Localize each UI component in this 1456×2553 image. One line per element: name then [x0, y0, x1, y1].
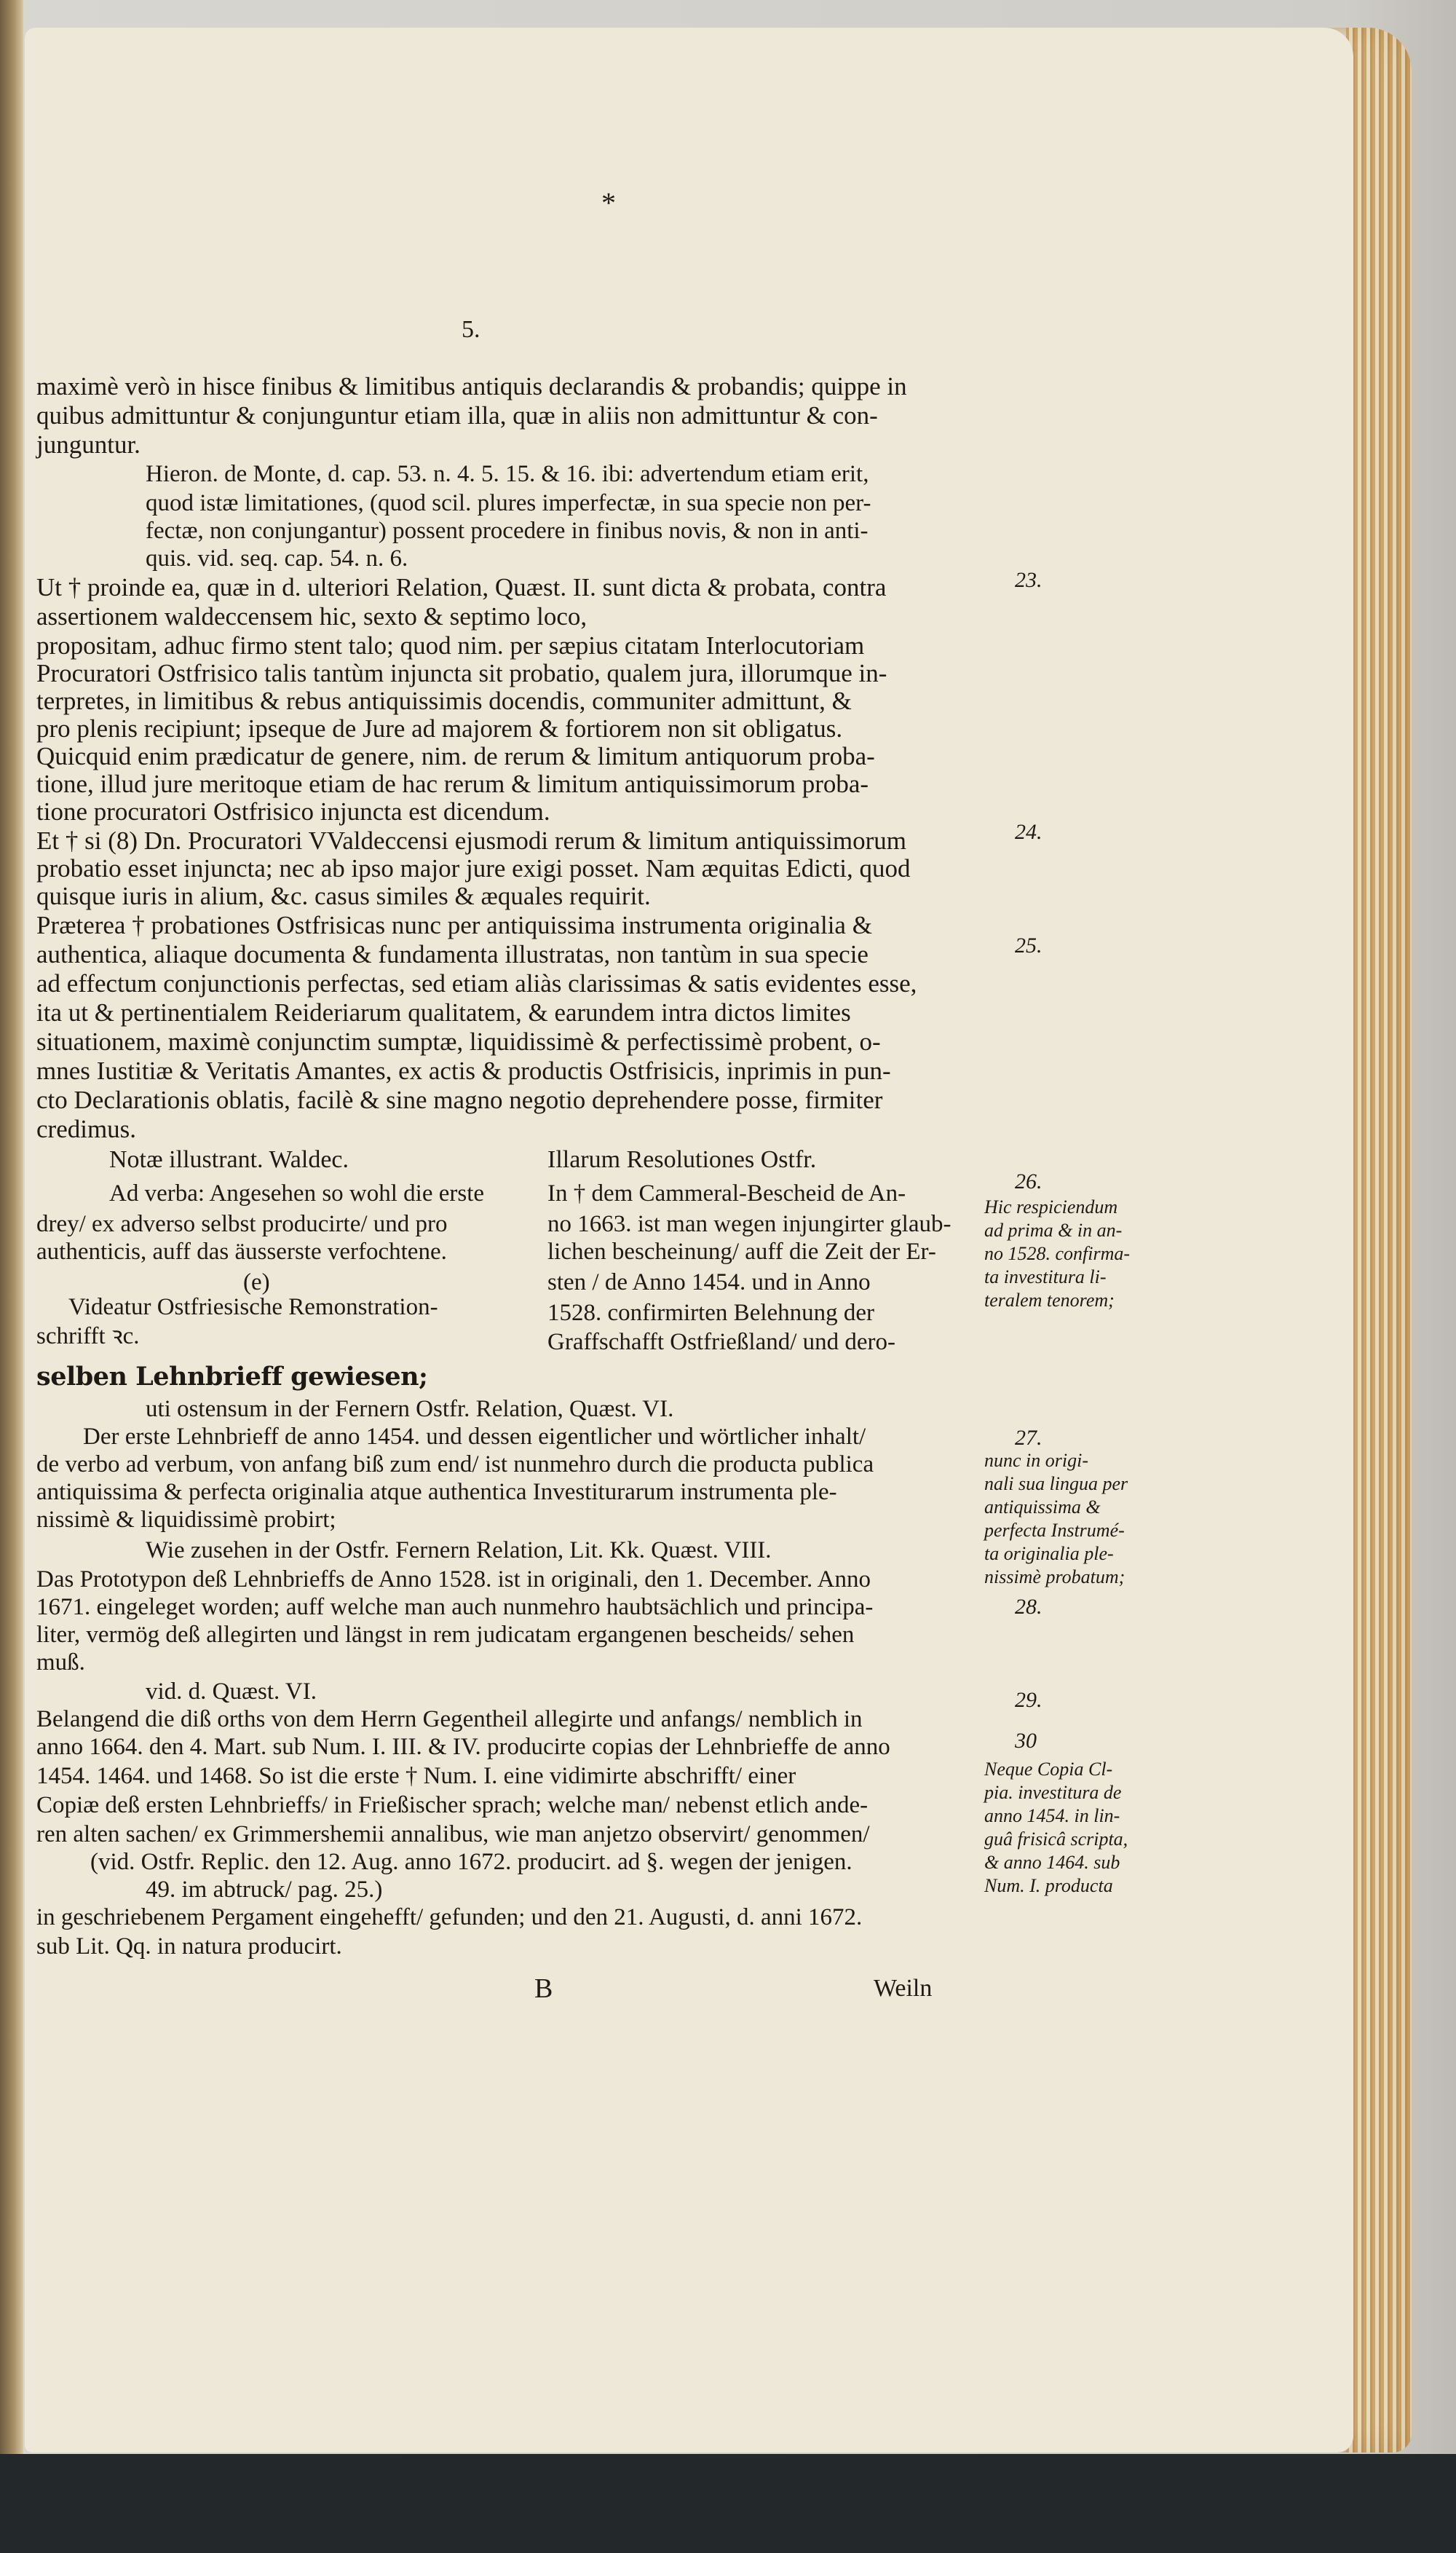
body-line: 1454. 1464. und 1468. So ist die erste † Num. I. eine vidimirte abschrifft/ einer	[36, 1763, 796, 1789]
column-right-line: 1528. confirmirten Belehnung der	[547, 1300, 875, 1326]
quote-line: quod istæ limitationes, (quod scil. plures imperfectæ, in sua specie non per-	[146, 490, 871, 516]
body-line: Der erste Lehnbrieff de anno 1454. und dessen eigentlicher und wörtlicher inhalt/	[83, 1424, 866, 1450]
body-line: propositam, adhuc firmo stent talo; quod nim. per sæpius citatam Interlocutoriam	[36, 631, 865, 660]
body-line: junguntur.	[36, 430, 141, 459]
body-line: Procuratori Ostfrisico talis tantùm injuncta sit probatio, qualem jura, illorumque in-	[36, 659, 887, 687]
signature-mark: B	[534, 1973, 553, 2004]
column-right-line: In † dem Cammeral-Bescheid de An-	[547, 1180, 906, 1207]
margin-number: 24.	[1015, 820, 1042, 844]
body-line: ad effectum conjunctionis perfectas, sed etiam aliàs clarissimas & satis evidentes esse,	[36, 969, 917, 998]
column-left-line: authenticis, auff das äusserste verfochtene.	[36, 1239, 447, 1265]
column-heading-left: Notæ illustrant. Waldec.	[109, 1146, 349, 1173]
body-line: 49. im abtruck/ pag. 25.)	[146, 1877, 383, 1903]
margin-note-line: Hic respiciendum	[984, 1196, 1118, 1218]
column-right-line: Graffschafft Ostfrießland/ und dero-	[547, 1329, 896, 1355]
body-line: terpretes, in limitibus & rebus antiquissimis docendis, communiter admittunt, &	[36, 687, 852, 715]
margin-note-line: perfecta Instrumé-	[984, 1520, 1125, 1541]
column-right-line: sten / de Anno 1454. und in Anno	[547, 1269, 871, 1295]
body-line: (vid. Ostfr. Replic. den 12. Aug. anno 1672. producirt. ad §. wegen der jenigen.	[90, 1849, 852, 1875]
margin-number: 25.	[1015, 934, 1042, 958]
body-line: ita ut & pertinentialem Reideriarum qualitatem, & earundem intra dictos limites	[36, 998, 851, 1027]
body-line: nissimè & liquidissimè probirt;	[36, 1507, 336, 1533]
margin-number: 26.	[1015, 1169, 1042, 1193]
body-line: authentica, aliaque documenta & fundamenta illustratas, non tantùm in sua specie	[36, 940, 869, 968]
body-line: vid. d. Quæst. VI.	[146, 1678, 317, 1705]
column-left-line: (e)	[243, 1269, 270, 1295]
margin-note-line: antiquissima &	[984, 1496, 1101, 1518]
header-mark: *	[601, 186, 616, 219]
body-line: muß.	[36, 1649, 85, 1676]
margin-note-line: ta originalia ple-	[984, 1543, 1114, 1564]
margin-number: 29.	[1015, 1688, 1042, 1712]
body-line: situationem, maximè conjunctim sumptæ, liquidissimè & perfectissimè probent, o-	[36, 1027, 881, 1056]
column-right-line: lichen bescheinung/ auff die Zeit der Er-	[547, 1239, 936, 1265]
page-number: 5.	[462, 316, 480, 343]
body-line: Das Prototypon deß Lehnbrieffs de Anno 1528. ist in originali, den 1. December. Anno	[36, 1566, 871, 1593]
margin-note-line: no 1528. confirma-	[984, 1243, 1131, 1264]
margin-note-line: Neque Copia Cl-	[984, 1759, 1113, 1780]
body-line: probatio esset injuncta; nec ab ipso major jure exigi posset. Nam æquitas Edicti, quod	[36, 854, 911, 883]
margin-number: 27.	[1015, 1426, 1042, 1450]
catchword: Weiln	[874, 1975, 933, 2002]
body-line: Belangend die diß orths von dem Herrn Gegentheil allegirte und anfangs/ nemblich in	[36, 1706, 863, 1732]
margin-note-line: & anno 1464. sub	[984, 1852, 1120, 1873]
margin-note-line: Num. I. producta	[984, 1875, 1113, 1896]
body-line: mnes Iustitiæ & Veritatis Amantes, ex actis & productis Ostfrisicis, inprimis in pun-	[36, 1057, 891, 1085]
margin-note-line: nissimè probatum;	[984, 1566, 1125, 1587]
margin-number: 23.	[1015, 568, 1042, 592]
body-line: 1671. eingeleget worden; auff welche man auch nunmehro haubtsächlich und principa-	[36, 1594, 874, 1620]
margin-note-line: pia. investitura de	[984, 1782, 1122, 1803]
column-left-line: Ad verba: Angesehen so wohl die erste	[109, 1180, 485, 1207]
margin-number: 30	[1015, 1729, 1037, 1753]
body-line: in geschriebenem Pergament eingehefft/ gefunden; und den 21. Augusti, d. anni 1672.	[36, 1904, 863, 1930]
previous-page-edge	[0, 0, 23, 2553]
quote-line: Hieron. de Monte, d. cap. 53. n. 4. 5. 15. & 16. ibi: advertendum etiam erit,	[146, 461, 869, 487]
book-page	[25, 28, 1412, 2453]
quote-line: quis. vid. seq. cap. 54. n. 6.	[146, 545, 408, 572]
body-line: ren alten sachen/ ex Grimmershemii annalibus, wie man anjetzo observirt/ genommen/	[36, 1821, 870, 1847]
margin-note-line: teralem tenorem;	[984, 1290, 1115, 1311]
body-line: Præterea † probationes Ostfrisicas nunc per antiquissima instrumenta originalia &	[36, 911, 872, 939]
body-line: maximè verò in hisce finibus & limitibus antiquis declarandis & probandis; quippe in	[36, 372, 907, 400]
body-line: cto Declarationis oblatis, facilè & sine magno negotio deprehendere posse, firmiter	[36, 1086, 883, 1114]
body-line: liter, vermög deß allegirten und längst in rem judicatam ergangenen bescheids/ sehen	[36, 1622, 855, 1648]
page-fore-edge	[1346, 28, 1412, 2453]
body-line: Et † si (8) Dn. Procuratori VValdeccensi ejusmodi rerum & limitum antiquissimorum	[36, 826, 907, 855]
body-line: pro plenis recipiunt; ipseque de Jure ad majorem & fortiorem non sit obligatus.	[36, 714, 843, 743]
margin-note-line: guâ frisicâ scripta,	[984, 1828, 1128, 1850]
body-line: sub Lit. Qq. in natura producirt.	[36, 1933, 342, 1960]
body-line: selben Lehnbrieff gewiesen;	[36, 1362, 428, 1392]
body-line: Copiæ deß ersten Lehnbrieffs/ in Frießischer sprach; welche man/ nebenst etlich ande-	[36, 1792, 869, 1818]
body-line: tione procuratori Ostfrisico injuncta est dicendum.	[36, 797, 550, 826]
margin-note-line: ta investitura li-	[984, 1266, 1107, 1287]
body-line: Ut † proinde ea, quæ in d. ulteriori Relation, Quæst. II. sunt dicta & probata, contra	[36, 573, 887, 601]
column-left-line: schrifft ꝛc.	[36, 1323, 140, 1349]
body-line: uti ostensum in der Fernern Ostfr. Relation, Quæst. VI.	[146, 1396, 674, 1422]
column-left-line: Videatur Ostfriesische Remonstration-	[68, 1294, 438, 1320]
margin-note-line: anno 1454. in lin-	[984, 1805, 1120, 1826]
body-line: antiquissima & perfecta originalia atque authentica Investiturarum instrumenta ple-	[36, 1479, 837, 1505]
body-line: tione, illud jure meritoque etiam de hac rerum & limitum antiquissimorum proba-	[36, 770, 869, 798]
margin-note-line: ad prima & in an-	[984, 1220, 1123, 1241]
body-line: Quicquid enim prædicatur de genere, nim. de rerum & limitum antiquorum proba-	[36, 742, 875, 770]
body-line: quibus admittuntur & conjunguntur etiam illa, quæ in aliis non admittuntur & con-	[36, 401, 878, 430]
column-left-line: drey/ ex adverso selbst producirte/ und pro	[36, 1211, 448, 1237]
margin-note-line: nali sua lingua per	[984, 1473, 1128, 1494]
body-line: credimus.	[36, 1115, 137, 1143]
body-line: Wie zusehen in der Ostfr. Fernern Relation, Lit. Kk. Quæst. VIII.	[146, 1537, 772, 1563]
body-line: quisque iuris in alium, &c. casus similes & æquales requirit.	[36, 882, 651, 910]
column-heading-right: Illarum Resolutiones Ostfr.	[547, 1146, 817, 1173]
margin-note-line: nunc in origi-	[984, 1450, 1088, 1471]
margin-number: 28.	[1015, 1595, 1042, 1619]
body-line: de verbo ad verbum, von anfang biß zum end/ ist nunmehro durch die producta publica	[36, 1451, 874, 1477]
body-line: anno 1664. den 4. Mart. sub Num. I. III. & IV. producirte copias der Lehnbrieffe de anno	[36, 1734, 890, 1760]
body-line: assertionem waldeccensem hic, sexto & septimo loco,	[36, 602, 587, 631]
scanner-bed-strip	[0, 2454, 1456, 2553]
quote-line: fectæ, non conjungantur) possent procedere in finibus novis, & non in anti-	[146, 518, 869, 544]
column-right-line: no 1663. ist man wegen injungirter glaub-	[547, 1211, 951, 1237]
